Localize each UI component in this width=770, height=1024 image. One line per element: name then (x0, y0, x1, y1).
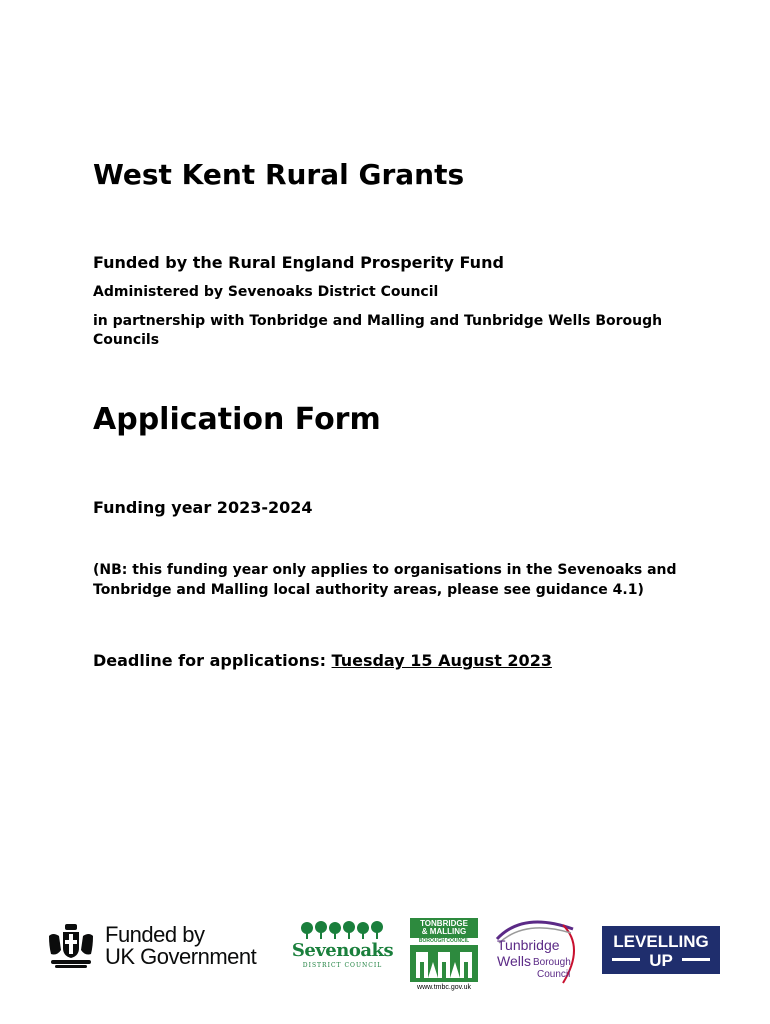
partnership-line: in partnership with Tonbridge and Malling and Tunbridge Wells Borough Councils (93, 313, 663, 348)
ukgov-line-1: Funded by (105, 922, 205, 947)
tw-line-3: Borough (533, 957, 571, 968)
tmbc-url: www.tmbc.gov.uk (417, 984, 471, 991)
sevenoaks-wordmark: Sevenoaks (291, 940, 394, 961)
deadline-date: Tuesday 15 August 2023 (331, 651, 552, 670)
oak-trees-icon (285, 920, 400, 940)
castle-towers-icon (414, 948, 474, 980)
deadline-label: Deadline for applications: (93, 651, 326, 670)
eligibility-note: (NB: this funding year only applies to organisations in the Sevenoaks and Tonbridge and Malling local authority areas, please see guidance 4.1) (93, 562, 677, 598)
sevenoaks-logo (285, 920, 400, 975)
deadline (93, 651, 552, 670)
tmbc-line-1: TONBRIDGE (420, 919, 468, 928)
document-title: West Kent Rural Grants (93, 158, 465, 191)
royal-coat-of-arms-icon (45, 922, 97, 972)
tunbridge-wells-logo (493, 917, 588, 987)
form-title: Application Form (93, 402, 381, 437)
administrator-line: Administered by Sevenoaks District Council (93, 284, 439, 300)
tmbc-badge (410, 918, 478, 982)
tmbc-band: BOROUGH COUNCIL (410, 938, 478, 945)
funding-year: Funding year 2023-2024 (93, 498, 313, 517)
levelling-line-2: UP (649, 951, 673, 970)
ukgov-line-2: UK Government (105, 944, 257, 969)
funding-source: Funded by the Rural England Prosperity Fund (93, 253, 504, 272)
tonbridge-malling-logo (410, 918, 478, 994)
tmbc-title (412, 920, 476, 936)
uk-government-wordmark (105, 924, 256, 968)
sevenoaks-subtitle: DISTRICT COUNCIL (302, 962, 383, 969)
tmbc-line-2: & MALLING (421, 927, 467, 936)
levelling-line-1: LEVELLING (613, 932, 709, 951)
tw-line-4: Council (537, 969, 571, 980)
uk-government-logo (45, 922, 275, 972)
levelling-up-logo (602, 926, 720, 974)
tw-line-2: Wells (497, 953, 531, 969)
tw-line-1: Tunbridge (497, 937, 560, 953)
